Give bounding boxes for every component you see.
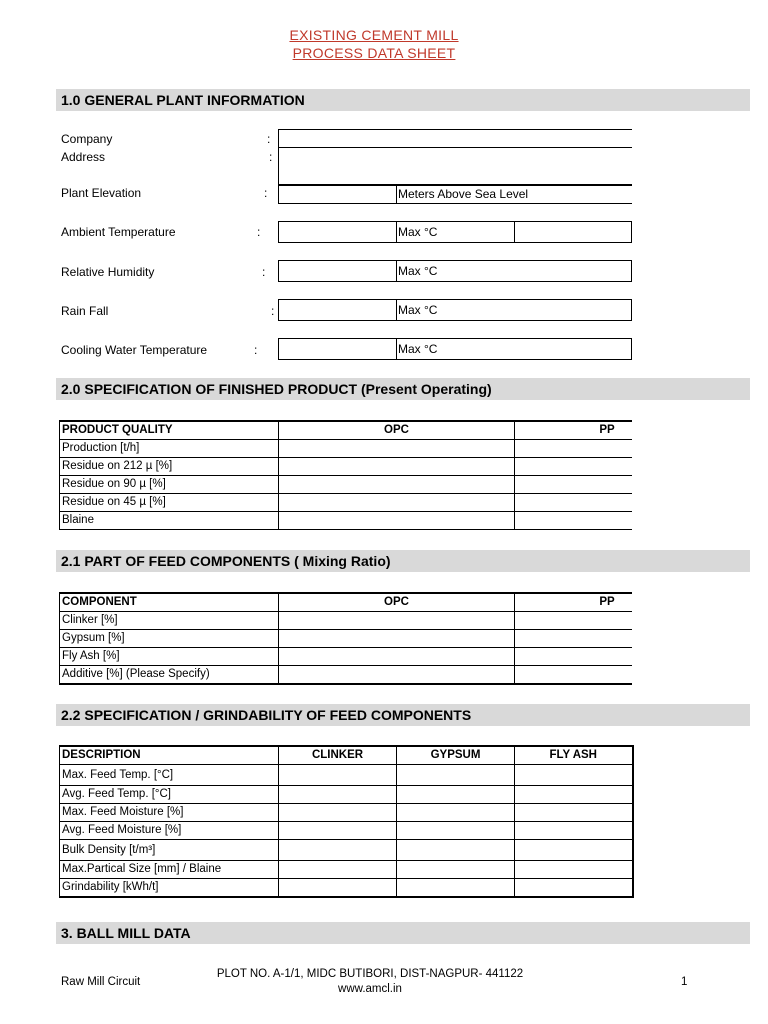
company-label: Company — [61, 132, 113, 146]
ambient-divider-1 — [396, 222, 397, 242]
input-cell[interactable] — [515, 840, 633, 861]
row-label: Avg. Feed Temp. [°C] — [60, 786, 279, 804]
table-row — [60, 630, 633, 648]
row-label: Blaine — [60, 512, 279, 530]
row-label: Avg. Feed Moisture [%] — [60, 822, 279, 840]
input-cell[interactable] — [515, 512, 633, 530]
col-description: DESCRIPTION — [60, 746, 279, 765]
input-cell[interactable] — [279, 494, 515, 512]
input-cell[interactable] — [279, 666, 515, 685]
row-label: Bulk Density [t/m³] — [60, 840, 279, 861]
input-cell[interactable] — [397, 804, 515, 822]
col-product-quality: PRODUCT QUALITY — [60, 421, 279, 440]
document-title-line1: EXISTING CEMENT MILL — [289, 27, 459, 43]
rain-unit: Max °C — [398, 303, 438, 317]
grindability-table — [59, 745, 634, 898]
table-row — [60, 861, 633, 879]
section-21-heading: 2.1 PART OF FEED COMPONENTS ( Mixing Ratio) — [61, 553, 391, 569]
row-label: Max.Partical Size [mm] / Blaine — [60, 861, 279, 879]
table-row — [60, 804, 633, 822]
footer-website[interactable]: www.amcl.in — [338, 983, 402, 995]
input-cell[interactable] — [397, 879, 515, 898]
company-address-divider — [278, 147, 632, 148]
rain-colon: : — [271, 304, 275, 318]
input-cell[interactable] — [515, 879, 633, 898]
input-cell[interactable] — [279, 861, 397, 879]
col-gypsum: GYPSUM — [397, 746, 515, 765]
section-3-header — [56, 922, 750, 944]
input-cell[interactable] — [515, 765, 633, 786]
document-title-line2: PROCESS DATA SHEET — [292, 45, 456, 61]
section-21-header — [56, 550, 750, 572]
input-cell[interactable] — [397, 861, 515, 879]
rain-divider — [396, 300, 397, 320]
input-cell[interactable] — [515, 494, 633, 512]
col-clinker: CLINKER — [279, 746, 397, 765]
col-component: COMPONENT — [60, 593, 279, 612]
footer-address: PLOT NO. A-1/1, MIDC BUTIBORI, DIST-NAGPUR- 441122 — [216, 968, 524, 980]
section-2-header — [56, 378, 750, 400]
table-row — [60, 648, 633, 666]
input-cell[interactable] — [515, 666, 633, 685]
row-label: Production [t/h] — [60, 440, 279, 458]
elevation-unit: Meters Above Sea Level — [398, 187, 529, 201]
relative-humidity-label: Relative Humidity — [61, 265, 155, 279]
footer-left: Raw Mill Circuit — [61, 976, 141, 988]
input-cell[interactable] — [279, 786, 397, 804]
input-cell[interactable] — [279, 648, 515, 666]
table-row — [60, 879, 633, 898]
input-cell[interactable] — [279, 879, 397, 898]
table-header-row — [60, 593, 633, 612]
input-cell[interactable] — [397, 822, 515, 840]
input-cell[interactable] — [397, 765, 515, 786]
humidity-divider — [396, 261, 397, 281]
cooling-water-field[interactable] — [278, 338, 632, 360]
address-colon: : — [269, 150, 273, 164]
input-cell[interactable] — [515, 630, 633, 648]
row-label: Gypsum [%] — [60, 630, 279, 648]
col-opc: OPC — [279, 421, 515, 440]
input-cell[interactable] — [279, 512, 515, 530]
input-cell[interactable] — [279, 804, 397, 822]
table-row — [60, 840, 633, 861]
table-row — [60, 512, 633, 530]
input-cell[interactable] — [279, 476, 515, 494]
relative-humidity-field[interactable] — [278, 260, 632, 282]
cooling-unit: Max °C — [398, 342, 438, 356]
humidity-colon: : — [262, 265, 266, 279]
table-header-row — [60, 421, 633, 440]
input-cell[interactable] — [279, 458, 515, 476]
table-header-row — [60, 746, 633, 765]
table-row — [60, 476, 633, 494]
input-cell[interactable] — [515, 458, 633, 476]
input-cell[interactable] — [279, 765, 397, 786]
cooling-water-label: Cooling Water Temperature — [61, 343, 208, 357]
table-row — [60, 765, 633, 786]
table-row — [60, 786, 633, 804]
rain-fall-field[interactable] — [278, 299, 632, 321]
address-label: Address — [61, 150, 106, 164]
cooling-divider — [396, 339, 397, 359]
row-label: Clinker [%] — [60, 612, 279, 630]
input-cell[interactable] — [397, 786, 515, 804]
section-2-heading: 2.0 SPECIFICATION OF FINISHED PRODUCT (Present Operating) — [61, 381, 492, 397]
elevation-divider — [396, 186, 397, 203]
feed-components-table-wrap — [59, 592, 632, 688]
input-cell[interactable] — [515, 476, 633, 494]
input-cell[interactable] — [515, 822, 633, 840]
table-row — [60, 612, 633, 630]
section-22-heading: 2.2 SPECIFICATION / GRINDABILITY OF FEED COMPONENTS — [61, 707, 472, 723]
input-cell[interactable] — [279, 822, 397, 840]
col-pp: PP — [515, 593, 633, 612]
section-22-header — [56, 704, 750, 726]
table-row — [60, 458, 633, 476]
table-row — [60, 822, 633, 840]
table-row — [60, 494, 633, 512]
input-cell[interactable] — [279, 440, 515, 458]
input-cell[interactable] — [515, 440, 633, 458]
input-cell[interactable] — [515, 861, 633, 879]
row-label: Max. Feed Moisture [%] — [60, 804, 279, 822]
row-label: Max. Feed Temp. [°C] — [60, 765, 279, 786]
page-number: 1 — [681, 976, 688, 988]
ambient-temperature-label: Ambient Temperature — [61, 225, 176, 239]
row-label: Residue on 45 µ [%] — [60, 494, 279, 512]
ambient-unit: Max °C — [398, 225, 438, 239]
row-label: Residue on 212 µ [%] — [60, 458, 279, 476]
input-cell[interactable] — [515, 786, 633, 804]
finished-product-table — [59, 420, 632, 530]
input-cell[interactable] — [279, 840, 397, 861]
col-opc: OPC — [279, 593, 515, 612]
ambient-colon: : — [257, 225, 261, 239]
section-1-header — [56, 89, 750, 111]
input-cell[interactable] — [397, 840, 515, 861]
humidity-unit: Max °C — [398, 264, 438, 278]
elevation-label: Plant Elevation — [61, 186, 142, 200]
section-3-heading: 3. BALL MILL DATA — [61, 925, 191, 941]
table-row — [60, 666, 633, 685]
rain-fall-label: Rain Fall — [61, 304, 109, 318]
company-address-field[interactable] — [278, 129, 632, 185]
col-fly-ash: FLY ASH — [515, 746, 633, 765]
elevation-field[interactable] — [278, 185, 632, 204]
row-label: Additive [%] (Please Specify) — [60, 666, 279, 685]
input-cell[interactable] — [515, 648, 633, 666]
ambient-temperature-field[interactable] — [278, 221, 632, 243]
ambient-divider-2 — [514, 222, 515, 242]
feed-components-table — [59, 592, 632, 685]
elevation-colon: : — [264, 186, 268, 200]
cooling-colon: : — [254, 343, 258, 357]
row-label: Residue on 90 µ [%] — [60, 476, 279, 494]
finished-product-table-wrap — [59, 420, 632, 534]
company-colon: : — [267, 132, 271, 146]
row-label: Fly Ash [%] — [60, 648, 279, 666]
input-cell[interactable] — [279, 630, 515, 648]
row-label: Grindability [kWh/t] — [60, 879, 279, 898]
col-pp: PP — [515, 421, 633, 440]
input-cell[interactable] — [515, 612, 633, 630]
section-1-heading: 1.0 GENERAL PLANT INFORMATION — [61, 92, 305, 108]
input-cell[interactable] — [515, 804, 633, 822]
table-row — [60, 440, 633, 458]
input-cell[interactable] — [279, 612, 515, 630]
